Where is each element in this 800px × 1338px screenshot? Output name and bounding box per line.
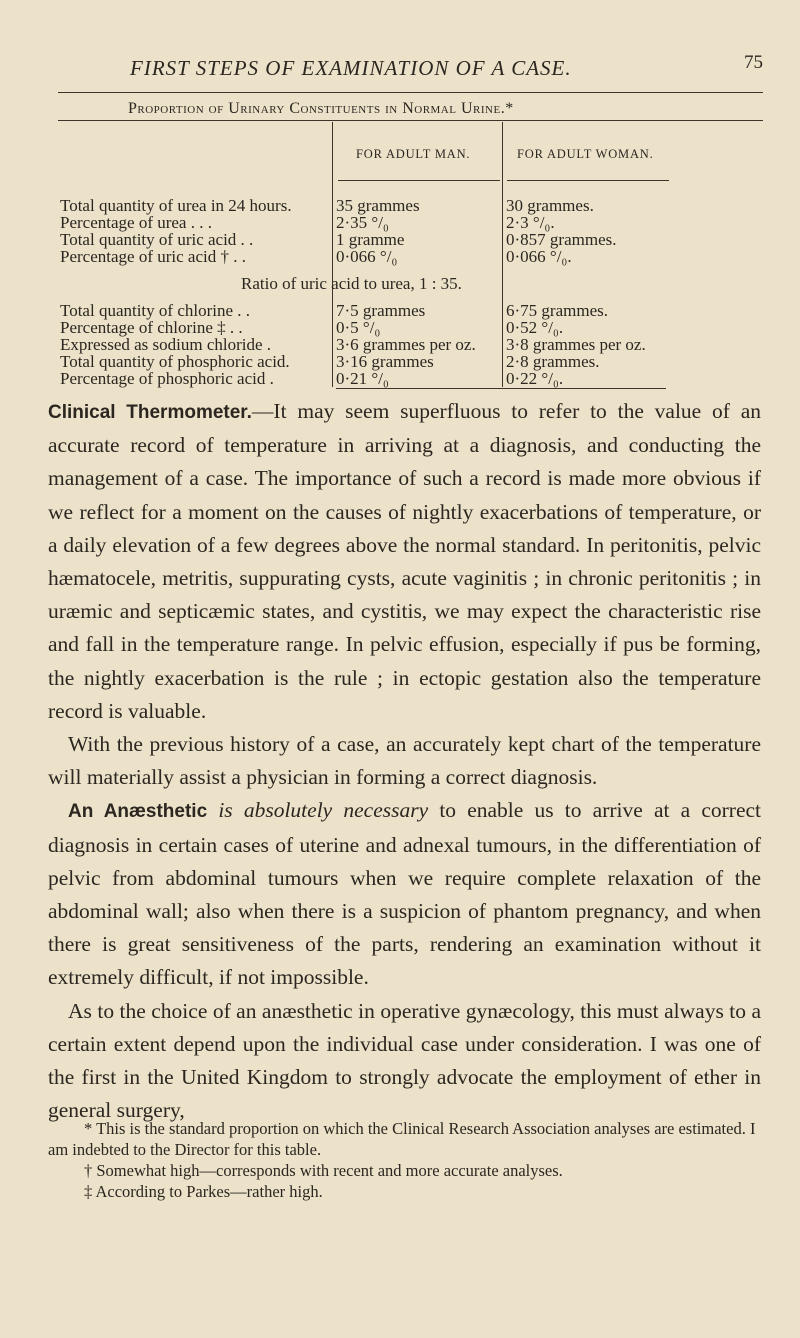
section-lead: An Anæsthetic <box>68 801 208 823</box>
paragraph-anaesthetic <box>48 794 761 994</box>
ratio-row: Ratio of uric acid to urea, 1 : 35. <box>241 274 462 293</box>
row-label: Total quantity of phosphoric acid. <box>60 352 290 371</box>
cell-woman: 3·8 grammes per oz. <box>506 335 646 354</box>
table-bottom-rule <box>336 388 666 389</box>
cell-man: 7·5 grammes <box>336 301 426 320</box>
cell-woman: 2·8 grammes. <box>506 352 600 371</box>
row-label: Total quantity of chlorine . . <box>60 301 251 320</box>
column-header-man: FOR ADULT MAN. <box>356 147 471 161</box>
row-label: Percentage of uric acid † . . <box>60 247 246 266</box>
footnote: * This is the standard proportion on which the Clinical Research Association analyses are estimated. I am indebted to the Director for this table. <box>48 1119 756 1159</box>
page-number: 75 <box>744 52 763 73</box>
paragraph-choice: As to the choice of an anæsthetic in operative gynæcology, this must always to a certain extent depend upon the individual case under consideration. I was one of the first in the United Kingdom to strongly advocate the employment of ether in general surgery, <box>48 998 761 1123</box>
row-label: Percentage of chlorine ‡ . . <box>60 318 243 337</box>
emphasis: is absolutely necessary <box>218 798 429 823</box>
cell-man: 0·5 °/₀ <box>336 318 381 337</box>
group1-woman <box>506 197 616 265</box>
table-top-rule <box>58 120 763 121</box>
cell-woman: 0·066 °/₀. <box>506 247 572 266</box>
column-divider <box>502 122 503 387</box>
group2-man <box>336 302 476 387</box>
body-text <box>48 395 761 1127</box>
row-label: Percentage of urea . . . <box>60 213 212 232</box>
group2-woman <box>506 302 646 387</box>
cell-man: 1 gramme <box>336 230 405 249</box>
cell-man: 0·21 °/₀ <box>336 369 389 388</box>
column-header-woman: FOR ADULT WOMAN. <box>517 147 654 161</box>
cell-woman: 2·3 °/₀. <box>506 213 555 232</box>
cell-man: 35 grammes <box>336 196 420 215</box>
row-label: Total quantity of uric acid . . <box>60 230 254 249</box>
row-label: Total quantity of urea in 24 hours. <box>60 196 292 215</box>
footnotes <box>48 1118 761 1202</box>
subheader-rule <box>338 180 500 181</box>
paragraph-text: —It may seem superfluous to refer to the value of an accurate record of temperature in arriving at a diagnosis, and conducting the management of a case. The importance of such a record is made more obvious if we reflect for a moment on the causes of nightly exacerbations of temperature, or a daily elevation of a few degrees above the normal standard. In peritonitis, pelvic hæmatocele, metritis, suppurating cysts, acute vaginitis ; in chronic peritonitis ; in uræmic and septicæmic states, and cystitis, we may expect the characteristic rise and fall in the temperature range. In pelvic effusion, especially if pus be forming, the nightly exacerbation is the rule ; in ectopic gestation also the temperature record is valuable. <box>48 399 761 723</box>
table-title: Proportion of Urinary Constituents in Normal Urine.* <box>128 100 514 117</box>
group1-man <box>336 197 420 265</box>
header-rule <box>58 92 763 93</box>
cell-woman: 0·22 °/₀. <box>506 369 564 388</box>
cell-man: 3·16 grammes <box>336 352 434 371</box>
paragraph-thermometer <box>48 395 761 728</box>
cell-woman: 6·75 grammes. <box>506 301 608 320</box>
footnote: ‡ According to Parkes—rather high. <box>84 1182 323 1201</box>
group2-labels <box>60 302 290 387</box>
cell-man: 3·6 grammes per oz. <box>336 335 476 354</box>
paragraph-text: to enable us to arrive at a correct diagnosis in certain cases of uterine and adnexal tumours, in the differentiation of pelvic from abdominal tumours when we require complete relaxation of the abdominal wall; also when there is a suspicion of phantom pregnancy, and when there is great sensitiveness of the parts, rendering an examination without it extremely difficult, if not impossible. <box>48 798 761 990</box>
row-label: Expressed as sodium chloride . <box>60 335 272 354</box>
footnote: † Somewhat high—corresponds with recent and more accurate analyses. <box>84 1161 563 1180</box>
row-label: Percentage of phosphoric acid . <box>60 369 274 388</box>
cell-woman: 0·857 grammes. <box>506 230 617 249</box>
cell-woman: 0·52 °/₀. <box>506 318 564 337</box>
cell-man: 2·35 °/₀ <box>336 213 389 232</box>
paragraph-chart: With the previous history of a case, an accurately kept chart of the temperature will materially assist a physician in forming a correct diagnosis. <box>48 732 761 790</box>
section-lead: Clinical Thermometer. <box>48 402 252 423</box>
running-header: FIRST STEPS OF EXAMINATION OF A CASE. <box>130 56 572 80</box>
cell-man: 0·066 °/₀ <box>336 247 398 266</box>
cell-woman: 30 grammes. <box>506 196 594 215</box>
subheader-rule <box>507 180 669 181</box>
column-divider <box>332 122 333 387</box>
group1-labels <box>60 197 292 265</box>
